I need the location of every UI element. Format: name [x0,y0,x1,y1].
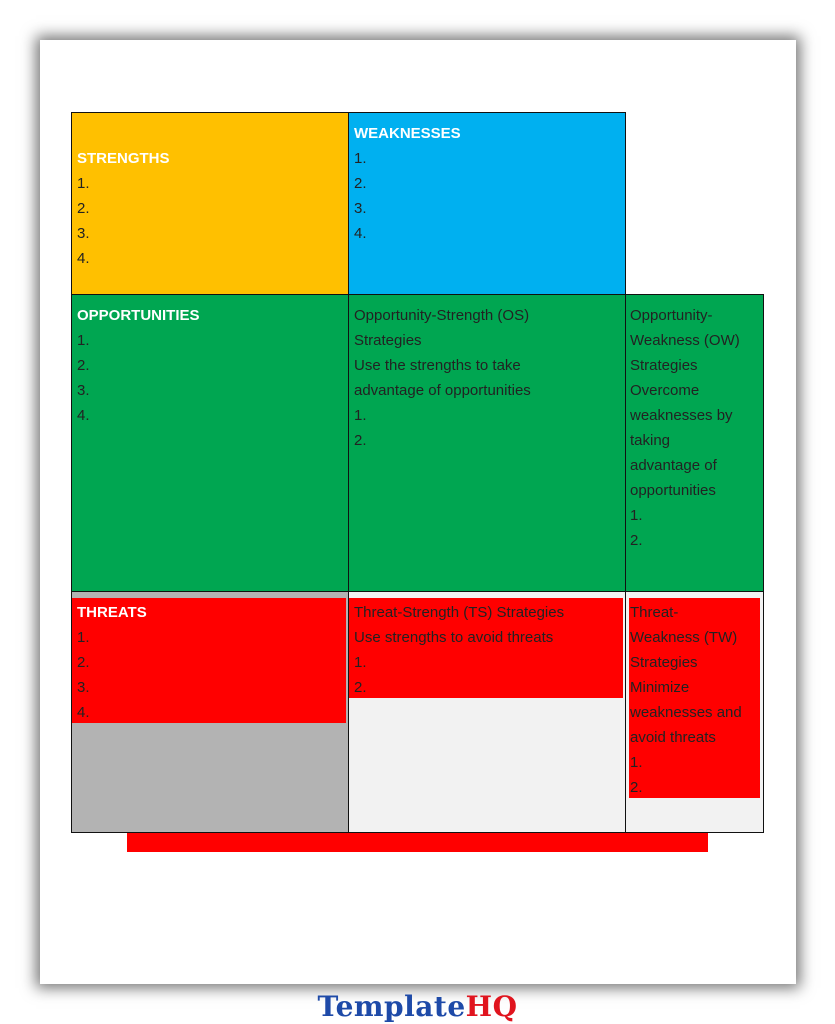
os-heading-line: Opportunity-Strength (OS) [354,307,530,324]
list-item: 1. [354,654,367,671]
ow-heading-line: Strategies [630,357,698,374]
list-item: 1. [354,407,367,424]
ow-description-line: opportunities [630,482,716,499]
ts-strategies-cell [348,591,626,833]
strengths-title: STRENGTHS [77,150,170,167]
tw-heading-line: Threat- [630,604,679,621]
list-item: 2. [630,779,643,796]
tw-description-line: weaknesses and [630,704,742,721]
tw-heading-line: Strategies [630,654,698,671]
threats-cell [71,591,349,833]
tw-description-line: avoid threats [630,729,716,746]
ow-heading-line: Opportunity- [630,307,713,324]
weaknesses-title: WEAKNESSES [354,125,461,142]
list-item: 1. [77,332,90,349]
templatehq-logo [0,990,835,1023]
ow-description-line: weaknesses by [630,407,733,424]
opportunities-title: OPPORTUNITIES [77,307,200,324]
list-item: 2. [354,679,367,696]
tw-strategies-cell [625,591,764,833]
tw-heading-line: Weakness (TW) [630,629,738,646]
ow-description-line: taking [630,432,671,449]
ow-heading-line: Weakness (OW) [630,332,740,349]
footer-red-bar [127,833,708,852]
logo-part-hq: HQ [465,990,518,1023]
ow-description-line: Overcome [630,382,700,399]
os-description-line: Use the strengths to take [354,357,521,374]
strengths-cell [71,112,349,296]
list-item: 4. [77,407,90,424]
list-item: 3. [354,200,367,217]
list-item: 1. [77,175,90,192]
list-item: 4. [77,704,90,721]
os-strategies-cell [348,294,626,593]
list-item: 2. [354,175,367,192]
ts-heading-line: Threat-Strength (TS) Strategies [354,604,565,621]
os-description-line: advantage of opportunities [354,382,531,399]
list-item: 4. [354,225,367,242]
weaknesses-cell [348,112,626,296]
document-page [40,40,796,984]
ts-description-line: Use strengths to avoid threats [354,629,554,646]
list-item: 2. [77,357,90,374]
list-item: 3. [77,225,90,242]
tw-description-line: Minimize [630,679,690,696]
os-heading-line: Strategies [354,332,422,349]
list-item: 2. [77,200,90,217]
list-item: 3. [77,382,90,399]
opportunities-cell [71,294,349,593]
list-item: 1. [630,754,643,771]
list-item: 3. [77,679,90,696]
threats-title: THREATS [77,604,147,621]
ow-strategies-cell [625,294,764,593]
list-item: 2. [354,432,367,449]
list-item: 1. [77,629,90,646]
logo-part-template: Template [317,990,466,1023]
list-item: 4. [77,250,90,267]
list-item: 2. [77,654,90,671]
list-item: 2. [630,532,643,549]
list-item: 1. [354,150,367,167]
list-item: 1. [630,507,643,524]
ow-description-line: advantage of [630,457,717,474]
